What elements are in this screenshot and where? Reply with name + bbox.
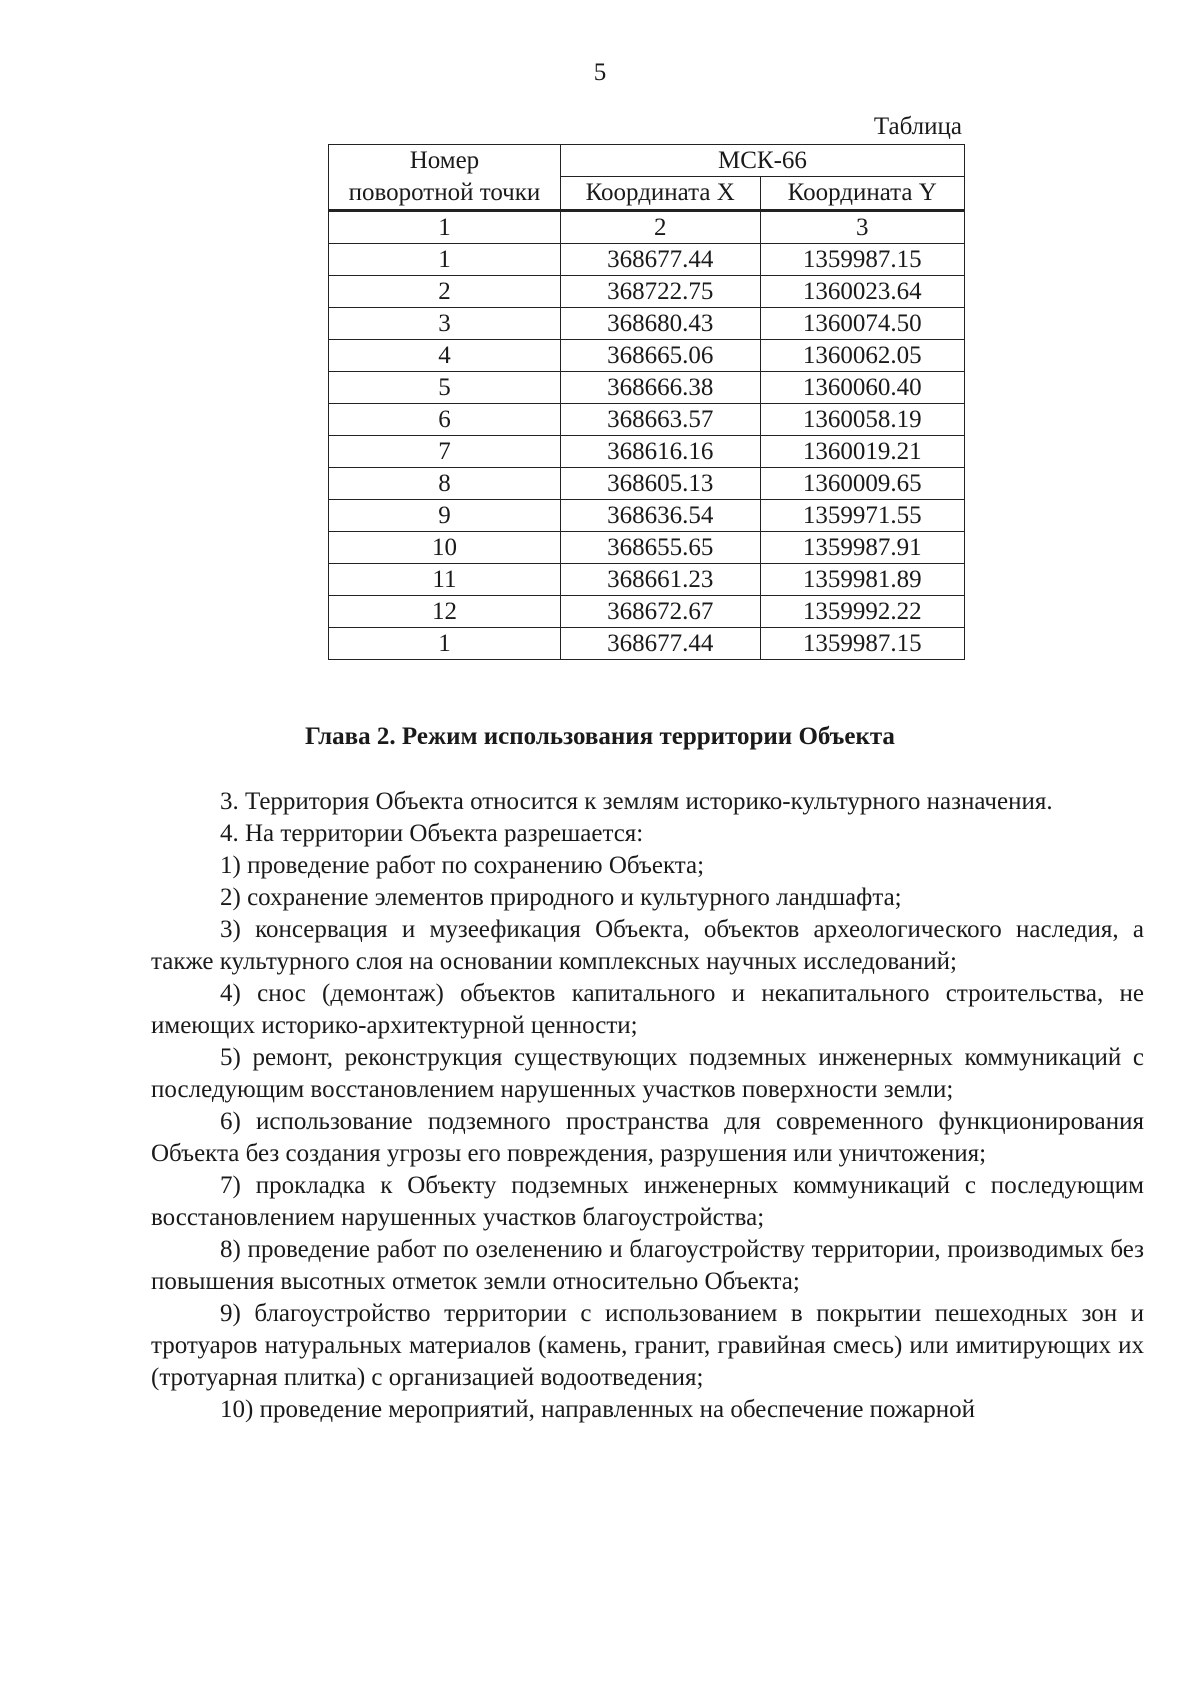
cell-coordinate-x: 368666.38 bbox=[560, 372, 760, 404]
cell-coordinate-x: 368677.44 bbox=[560, 244, 760, 276]
cell-point-number: 4 bbox=[329, 340, 561, 372]
paragraph: 9) благоустройство территории с использованием в покрытии пешеходных зон и тротуаров натуральных материалов (камень, гранит, гравийная смесь) или имитирующих их (тротуарная плитка) с организацией водоотведения; bbox=[151, 1300, 1144, 1391]
table-row bbox=[329, 404, 965, 436]
paragraph: 8) проведение работ по озеленению и благоустройству территории, производимых без повышения высотных отметок земли относительно Объекта; bbox=[151, 1236, 1144, 1295]
cell-coordinate-y: 1359987.91 bbox=[760, 532, 965, 564]
paragraph: 6) использование подземного пространства для современного функционирования Объекта без создания угрозы его повреждения, разрушения или уничтожения; bbox=[151, 1108, 1144, 1167]
cell-point-number: 3 bbox=[329, 308, 561, 340]
table-row bbox=[329, 468, 965, 500]
cell-coordinate-y: 1360009.65 bbox=[760, 468, 965, 500]
cell-point-number: 1 bbox=[329, 628, 561, 660]
paragraph: 3) консервация и музеефикация Объекта, объектов археологического наследия, а также культурного слоя на основании комплексных научных исследований; bbox=[151, 916, 1144, 975]
cell-point-number: 7 bbox=[329, 436, 561, 468]
cell-point-number: 9 bbox=[329, 500, 561, 532]
cell-coordinate-y: 1359987.15 bbox=[760, 628, 965, 660]
paragraph: 10) проведение мероприятий, направленных на обеспечение пожарной bbox=[220, 1396, 976, 1423]
cell-coordinate-x: 368616.16 bbox=[560, 436, 760, 468]
column-number-2: 2 bbox=[560, 211, 760, 244]
cell-coordinate-y: 1360019.21 bbox=[760, 436, 965, 468]
cell-coordinate-y: 1360023.64 bbox=[760, 276, 965, 308]
cell-point-number: 11 bbox=[329, 564, 561, 596]
table-row bbox=[329, 372, 965, 404]
cell-point-number: 2 bbox=[329, 276, 561, 308]
paragraph: 2) сохранение элементов природного и культурного ландшафта; bbox=[220, 884, 902, 911]
paragraph: 7) прокладка к Объекту подземных инженерных коммуникаций с последующим восстановлением нарушенных участков благоустройства; bbox=[151, 1172, 1144, 1231]
cell-coordinate-x: 368677.44 bbox=[560, 628, 760, 660]
paragraph: 1) проведение работ по сохранению Объекта; bbox=[220, 852, 705, 879]
cell-coordinate-x: 368722.75 bbox=[560, 276, 760, 308]
paragraph: 3. Территория Объекта относится к землям историко-культурного назначения. bbox=[220, 788, 1053, 815]
column-numbering-row bbox=[329, 211, 965, 244]
cell-coordinate-y: 1360060.40 bbox=[760, 372, 965, 404]
header-coordinate-x: Координата X bbox=[560, 177, 760, 211]
header-row-top bbox=[329, 145, 965, 177]
cell-point-number: 10 bbox=[329, 532, 561, 564]
paragraph: 4) снос (демонтаж) объектов капитального и некапитального строительства, не имеющих историко-архитектурной ценности; bbox=[151, 980, 1144, 1039]
header-coordinate-y: Координата Y bbox=[760, 177, 965, 211]
body-text bbox=[151, 786, 1144, 1426]
coordinates-table bbox=[328, 144, 965, 660]
cell-coordinate-y: 1360058.19 bbox=[760, 404, 965, 436]
header-point-number bbox=[329, 145, 561, 211]
cell-coordinate-y: 1359981.89 bbox=[760, 564, 965, 596]
cell-point-number: 1 bbox=[329, 244, 561, 276]
cell-point-number: 12 bbox=[329, 596, 561, 628]
cell-coordinate-x: 368661.23 bbox=[560, 564, 760, 596]
cell-coordinate-y: 1359971.55 bbox=[760, 500, 965, 532]
cell-point-number: 8 bbox=[329, 468, 561, 500]
header-point-number-line2: поворотной точки bbox=[348, 179, 541, 206]
table-header bbox=[329, 145, 965, 211]
table-caption: Таблица bbox=[873, 113, 962, 140]
table-row bbox=[329, 500, 965, 532]
table-row bbox=[329, 628, 965, 660]
cell-coordinate-x: 368680.43 bbox=[560, 308, 760, 340]
paragraph: 5) ремонт, реконструкция существующих подземных инженерных коммуникаций с последующим восстановлением нарушенных участков поверхности земли; bbox=[151, 1044, 1144, 1103]
table-row bbox=[329, 436, 965, 468]
cell-point-number: 5 bbox=[329, 372, 561, 404]
cell-coordinate-x: 368665.06 bbox=[560, 340, 760, 372]
cell-point-number: 6 bbox=[329, 404, 561, 436]
cell-coordinate-y: 1359992.22 bbox=[760, 596, 965, 628]
table-row bbox=[329, 564, 965, 596]
table-row bbox=[329, 532, 965, 564]
cell-coordinate-y: 1360062.05 bbox=[760, 340, 965, 372]
chapter-title: Глава 2. Режим использования территории Объекта bbox=[305, 723, 895, 750]
header-coordinate-system: МСК-66 bbox=[560, 145, 964, 177]
paragraph: 4. На территории Объекта разрешается: bbox=[220, 820, 644, 847]
cell-coordinate-x: 368636.54 bbox=[560, 500, 760, 532]
cell-coordinate-y: 1359987.15 bbox=[760, 244, 965, 276]
table-row bbox=[329, 596, 965, 628]
table-body bbox=[329, 211, 965, 660]
header-point-number-line1: Номер bbox=[409, 147, 480, 174]
cell-coordinate-x: 368672.67 bbox=[560, 596, 760, 628]
table-row bbox=[329, 244, 965, 276]
cell-coordinate-x: 368655.65 bbox=[560, 532, 760, 564]
cell-coordinate-x: 368663.57 bbox=[560, 404, 760, 436]
page-number: 5 bbox=[593, 59, 607, 86]
cell-coordinate-y: 1360074.50 bbox=[760, 308, 965, 340]
cell-coordinate-x: 368605.13 bbox=[560, 468, 760, 500]
column-number-1: 1 bbox=[329, 211, 561, 244]
table-row bbox=[329, 340, 965, 372]
table-row bbox=[329, 276, 965, 308]
table-row bbox=[329, 308, 965, 340]
column-number-3: 3 bbox=[760, 211, 965, 244]
